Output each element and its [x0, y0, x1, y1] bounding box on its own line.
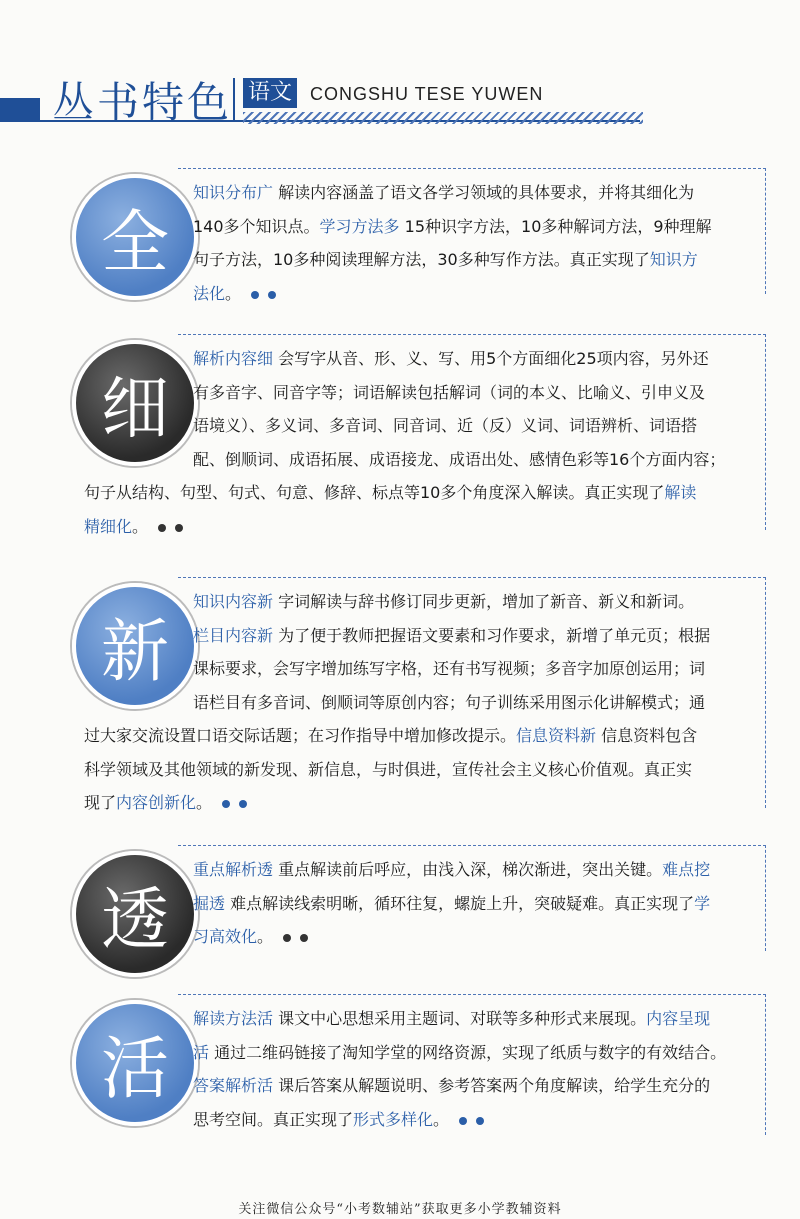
body-text: 。 — [257, 927, 274, 946]
body-text: 句子方法，10多种阅读理解方法，30多种写作方法。真正实现了 — [193, 250, 650, 269]
feature-text-line — [193, 376, 763, 410]
feature-text-line — [193, 277, 763, 311]
body-text: 难点解读线索明晰，循环往复，螺旋上升，突破疑难。真正实现了 — [225, 893, 695, 913]
feature-char-badge — [72, 1000, 198, 1126]
header-separator — [233, 78, 235, 122]
body-text: 课标要求，会写字增加练写字格，还有书写视频；多音字加原创运用；词 — [193, 659, 706, 678]
page-title: 丛书特色 — [52, 78, 233, 127]
body-text: 课后答案从解题说明、参考答案两个角度解读，给学生充分的 — [273, 1076, 711, 1095]
feature-char: 活 — [100, 1029, 169, 1109]
keyword: 精细化 — [84, 516, 133, 536]
feature-text-line — [193, 686, 763, 720]
feature-text-line — [84, 786, 762, 820]
keyword: 内容创新化 — [116, 793, 197, 812]
keyword: 栏目内容新 — [193, 625, 274, 645]
feature-char: 全 — [100, 203, 169, 283]
bullet-dots-icon — [158, 510, 192, 544]
header-bar — [0, 98, 40, 122]
keyword: 习高效化 — [193, 927, 258, 946]
feature-text-line — [193, 1069, 763, 1103]
body-text: 课文中心思想采用主题词、对联等多种形式来展现。 — [273, 1009, 647, 1028]
body-text: 现了 — [84, 793, 117, 812]
body-text: 。 — [433, 1109, 450, 1129]
body-text: 140多个知识点。 — [193, 216, 320, 236]
keyword: 解读 — [664, 483, 697, 502]
footer-note: 关注微信公众号“小考数辅站”获取更多小学教辅资料 — [238, 1202, 562, 1217]
keyword: 知识分布广 — [193, 183, 274, 202]
header-hatch-decoration — [243, 112, 643, 124]
body-text: 语栏目有多音词、倒顺词等原创内容；句子训练采用图示化讲解模式；通 — [193, 692, 706, 712]
body-text: 通过二维码链接了淘知学堂的网络资源，实现了纸质与数字的有效结合。 — [209, 1042, 727, 1062]
feature-text-line — [193, 176, 763, 210]
body-text: 会写字从音、形、义、写、用5个方面细化25项内容，另外还 — [273, 349, 709, 368]
body-text: 15种识字方法，10多种解词方法，9种理解 — [399, 216, 712, 236]
body-text: 信息资料包含 — [596, 726, 698, 745]
body-text: 。 — [196, 793, 213, 812]
body-text: 科学领域及其他领域的新发现、新信息，与时俱进，宣传社会主义核心价值观。真正实 — [84, 759, 693, 779]
keyword: 法化 — [193, 283, 226, 303]
feature-text-line — [193, 409, 763, 443]
keyword: 活 — [193, 1042, 210, 1062]
feature-text-line — [84, 476, 762, 510]
bullet-dots-icon — [459, 1103, 493, 1137]
feature-text-line — [193, 652, 763, 686]
keyword: 知识内容新 — [193, 592, 274, 611]
keyword: 学 — [694, 893, 711, 913]
body-text: 。 — [132, 516, 149, 536]
feature-char-badge — [72, 174, 198, 300]
keyword: 难点挖 — [662, 860, 711, 879]
keyword: 知识方 — [649, 250, 698, 269]
keyword: 答案解析活 — [193, 1076, 274, 1095]
body-text: 语境义）、多义词、多音词、同音词、近（反）义词、词语辨析、词语搭 — [193, 416, 698, 435]
feature-text-line — [193, 920, 763, 954]
header-subtitle-en: CONGSHU TESE YUWEN — [310, 84, 544, 104]
keyword: 重点解析透 — [193, 860, 274, 879]
bullet-dots-icon — [222, 787, 256, 821]
feature-text-line — [193, 243, 763, 277]
body-text: 重点解读前后呼应，由浅入深，梯次渐进，突出关键。 — [273, 860, 663, 879]
feature-text-line — [84, 719, 762, 753]
body-text: 思考空间。真正实现了 — [193, 1109, 354, 1129]
feature-text-line — [193, 619, 763, 653]
body-text: 句子从结构、句型、句式、句意、修辞、标点等10多个角度深入解读。真正实现了 — [84, 483, 665, 502]
feature-char: 细 — [100, 369, 169, 449]
feature-text-line — [193, 853, 763, 887]
keyword: 解读方法活 — [193, 1009, 274, 1028]
keyword: 内容呈现 — [646, 1009, 711, 1028]
body-text: 有多音字、同音字等；词语解读包括解词（词的本义、比喻义、引申义及 — [193, 382, 706, 402]
keyword: 解析内容细 — [193, 349, 274, 368]
subject-badge: 语文 — [243, 78, 297, 108]
feature-text-line — [193, 887, 763, 921]
page-header — [0, 64, 800, 134]
body-text: 。 — [225, 283, 242, 303]
body-text: 过大家交流设置口语交际话题；在习作指导中增加修改提示。 — [84, 726, 517, 745]
feature-char: 透 — [100, 880, 169, 960]
feature-char-badge — [72, 851, 198, 977]
keyword: 形式多样化 — [353, 1109, 434, 1129]
feature-text-line — [193, 1036, 763, 1070]
feature-char-badge — [72, 340, 198, 466]
feature-text-line — [84, 510, 762, 544]
body-text: 解读内容涵盖了语文各学习领域的具体要求，并将其细化为 — [273, 183, 695, 202]
keyword: 学习方法多 — [319, 216, 400, 236]
feature-text-line — [193, 443, 763, 477]
body-text: 为了便于教师把握语文要素和习作要求，新增了单元页；根据 — [273, 625, 711, 645]
body-text: 配、倒顺词、成语拓展、成语接龙、成语出处、感情色彩等16个方面内容； — [193, 449, 726, 469]
feature-text-line — [193, 1103, 763, 1137]
feature-text-line — [193, 1002, 763, 1036]
bullet-dots-icon — [283, 921, 317, 955]
feature-char-badge — [72, 583, 198, 709]
feature-char: 新 — [100, 612, 169, 692]
keyword: 掘透 — [193, 893, 226, 913]
feature-text-line — [193, 210, 763, 244]
keyword: 信息资料新 — [516, 726, 597, 745]
feature-text-line — [84, 753, 762, 787]
feature-text-line — [193, 585, 763, 619]
bullet-dots-icon — [251, 277, 285, 311]
feature-text-line — [193, 342, 763, 376]
body-text: 字词解读与辞书修订同步更新，增加了新音、新义和新词。 — [273, 592, 695, 611]
